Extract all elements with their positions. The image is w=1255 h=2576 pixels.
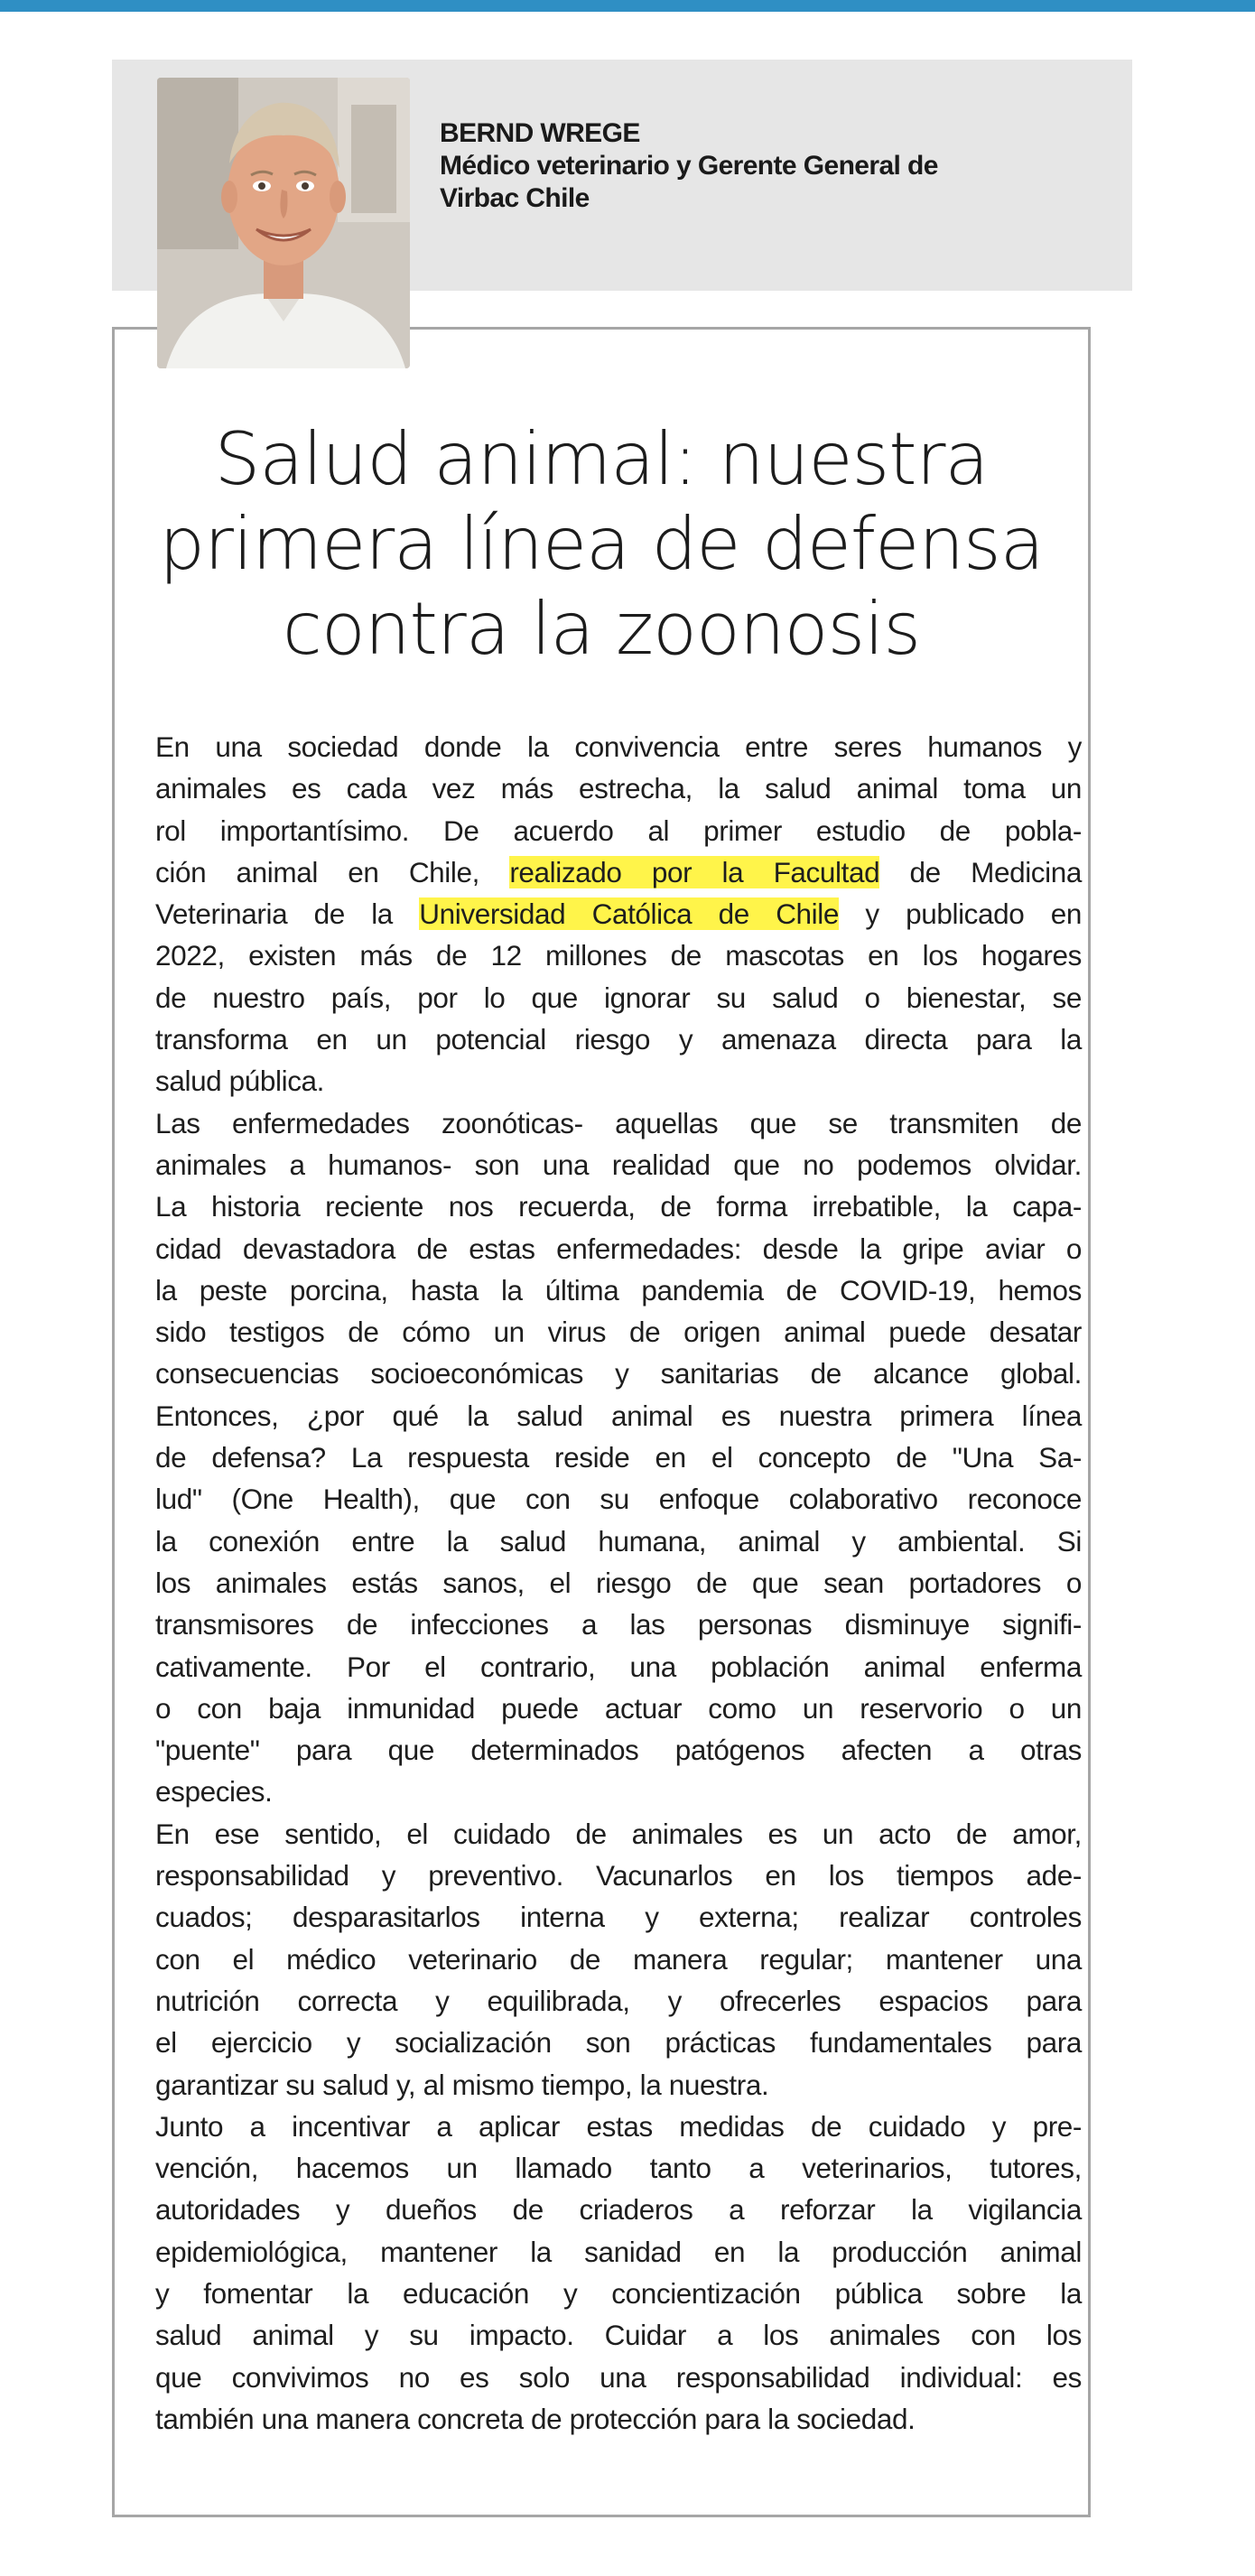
author-byline xyxy=(440,117,1072,215)
body-line: animales a humanos- son una realidad que no podemos olvidar. xyxy=(155,1148,1082,1181)
body-line: vención, hacemos un llamado tanto a veterinarios, tutores, xyxy=(155,2152,1082,2185)
body-line: En ese sentido, el cuidado de animales es un acto de amor, xyxy=(155,1817,1082,1850)
text-run: de Medicina xyxy=(879,855,1082,888)
body-line: responsabilidad y preventivo. Vacunarlos en los tiempos ade- xyxy=(155,1859,1082,1892)
author-photo xyxy=(157,78,410,368)
top-accent-bar xyxy=(0,0,1255,12)
body-line: la peste porcina, hasta la última pandemia de COVID-19, hemos xyxy=(155,1273,1082,1307)
paragraph-1 xyxy=(155,726,1082,1102)
body-line: salud pública. xyxy=(155,1065,325,1098)
headline-line-3: contra la zoonosis xyxy=(282,587,921,671)
body-line: En una sociedad donde la convivencia entre seres humanos y xyxy=(155,730,1082,763)
body-line: consecuencias socioeconómicas y sanitarias de alcance global. xyxy=(155,1357,1082,1390)
paragraph-4 xyxy=(155,2106,1082,2440)
headline-line-1: Salud animal: nuestra xyxy=(214,417,989,501)
body-line: Las enfermedades zoonóticas- aquellas que se transmiten de xyxy=(155,1106,1082,1139)
body-line: cidad devastadora de estas enfermedades: desde la gripe aviar o xyxy=(155,1232,1082,1265)
body-line: la conexión entre la salud humana, animal y ambiental. Si xyxy=(155,1524,1082,1558)
body-line: transmisores de infecciones a las personas disminuye signifi- xyxy=(155,1608,1082,1641)
author-role-line-1: Médico veterinario y Gerente General de xyxy=(440,151,938,181)
text-run: Chile xyxy=(408,855,472,888)
body-line: garantizar su salud y, al mismo tiempo, la nuestra. xyxy=(155,2068,769,2101)
body-line xyxy=(155,893,1082,935)
article-body xyxy=(155,726,1082,2440)
body-line: de nuestro país, por lo que ignorar su salud o bienestar, se xyxy=(155,981,1082,1014)
body-line: los animales estás sanos, el riesgo de que sean portadores o xyxy=(155,1566,1082,1599)
body-line: con el médico veterinario de manera regular; mantener una xyxy=(155,1942,1082,1976)
article-headline xyxy=(112,417,1091,672)
body-line: La historia reciente nos recuerda, de forma irrebatible, la capa- xyxy=(155,1190,1082,1223)
highlighted-text: Universidad Católica de Chile xyxy=(419,897,839,931)
body-line: sido testigos de cómo un virus de origen animal puede desatar xyxy=(155,1316,1082,1349)
body-line: rol importantísimo. De acuerdo al primer estudio de pobla- xyxy=(155,814,1082,847)
paragraph-2 xyxy=(155,1102,1082,1813)
body-line: o con baja inmunidad puede actuar como un reservorio o un xyxy=(155,1691,1082,1725)
body-line: Entonces, ¿por qué la salud animal es nuestra primera línea xyxy=(155,1399,1082,1432)
highlighted-text: realizado por la Facultad xyxy=(509,855,880,888)
author-role-line-2: Virbac Chile xyxy=(440,183,590,213)
headline-line-2: primera línea de defensa xyxy=(159,502,1044,586)
author-name: BERND WREGE xyxy=(440,118,640,148)
body-line: cuados; desparasitarlos interna y externa; realizar controles xyxy=(155,1901,1082,1934)
body-line: que convivimos no es solo una responsabilidad individual: es xyxy=(155,2360,1082,2394)
body-line: Junto a incentivar a aplicar estas medidas de cuidado y pre- xyxy=(155,2109,1082,2143)
body-line: autoridades y dueños de criaderos a reforzar la vigilancia xyxy=(155,2193,1082,2227)
body-line: lud" (One Health), que con su enfoque colaborativo reconoce xyxy=(155,1483,1082,1516)
body-line: 2022, existen más de 12 millones de mascotas en los hogares xyxy=(155,939,1082,972)
text-run: Veterinaria de la xyxy=(155,897,420,931)
body-line: de defensa? La respuesta reside en el concepto de "Una Sa- xyxy=(155,1441,1082,1474)
body-line: también una manera concreta de protección para la sociedad. xyxy=(155,2402,916,2435)
body-line: el ejercicio y socialización son prácticas fundamentales para xyxy=(155,2026,1082,2060)
paragraph-3 xyxy=(155,1813,1082,2106)
text-run: ción animal en xyxy=(155,855,409,888)
body-line: especies. xyxy=(155,1775,273,1809)
body-line: epidemiológica, mantener la sanidad en la producción animal xyxy=(155,2235,1082,2268)
body-line: cativamente. Por el contrario, una población animal enferma xyxy=(155,1650,1082,1683)
body-line: nutrición correcta y equilibrada, y ofrecerles espacios para xyxy=(155,1984,1082,2017)
body-line: salud animal y su impacto. Cuidar a los animales con los xyxy=(155,2319,1082,2352)
text-run: , xyxy=(471,855,510,888)
body-line: transforma en un potencial riesgo y amenaza directa para la xyxy=(155,1023,1082,1056)
body-line: y fomentar la educación y concientización pública sobre la xyxy=(155,2276,1082,2310)
body-line xyxy=(155,851,1082,893)
text-run: y publicado en xyxy=(839,897,1082,931)
body-line: animales es cada vez más estrecha, la salud animal toma un xyxy=(155,772,1082,805)
body-line: "puente" para que determinados patógenos afecten a otras xyxy=(155,1734,1082,1767)
